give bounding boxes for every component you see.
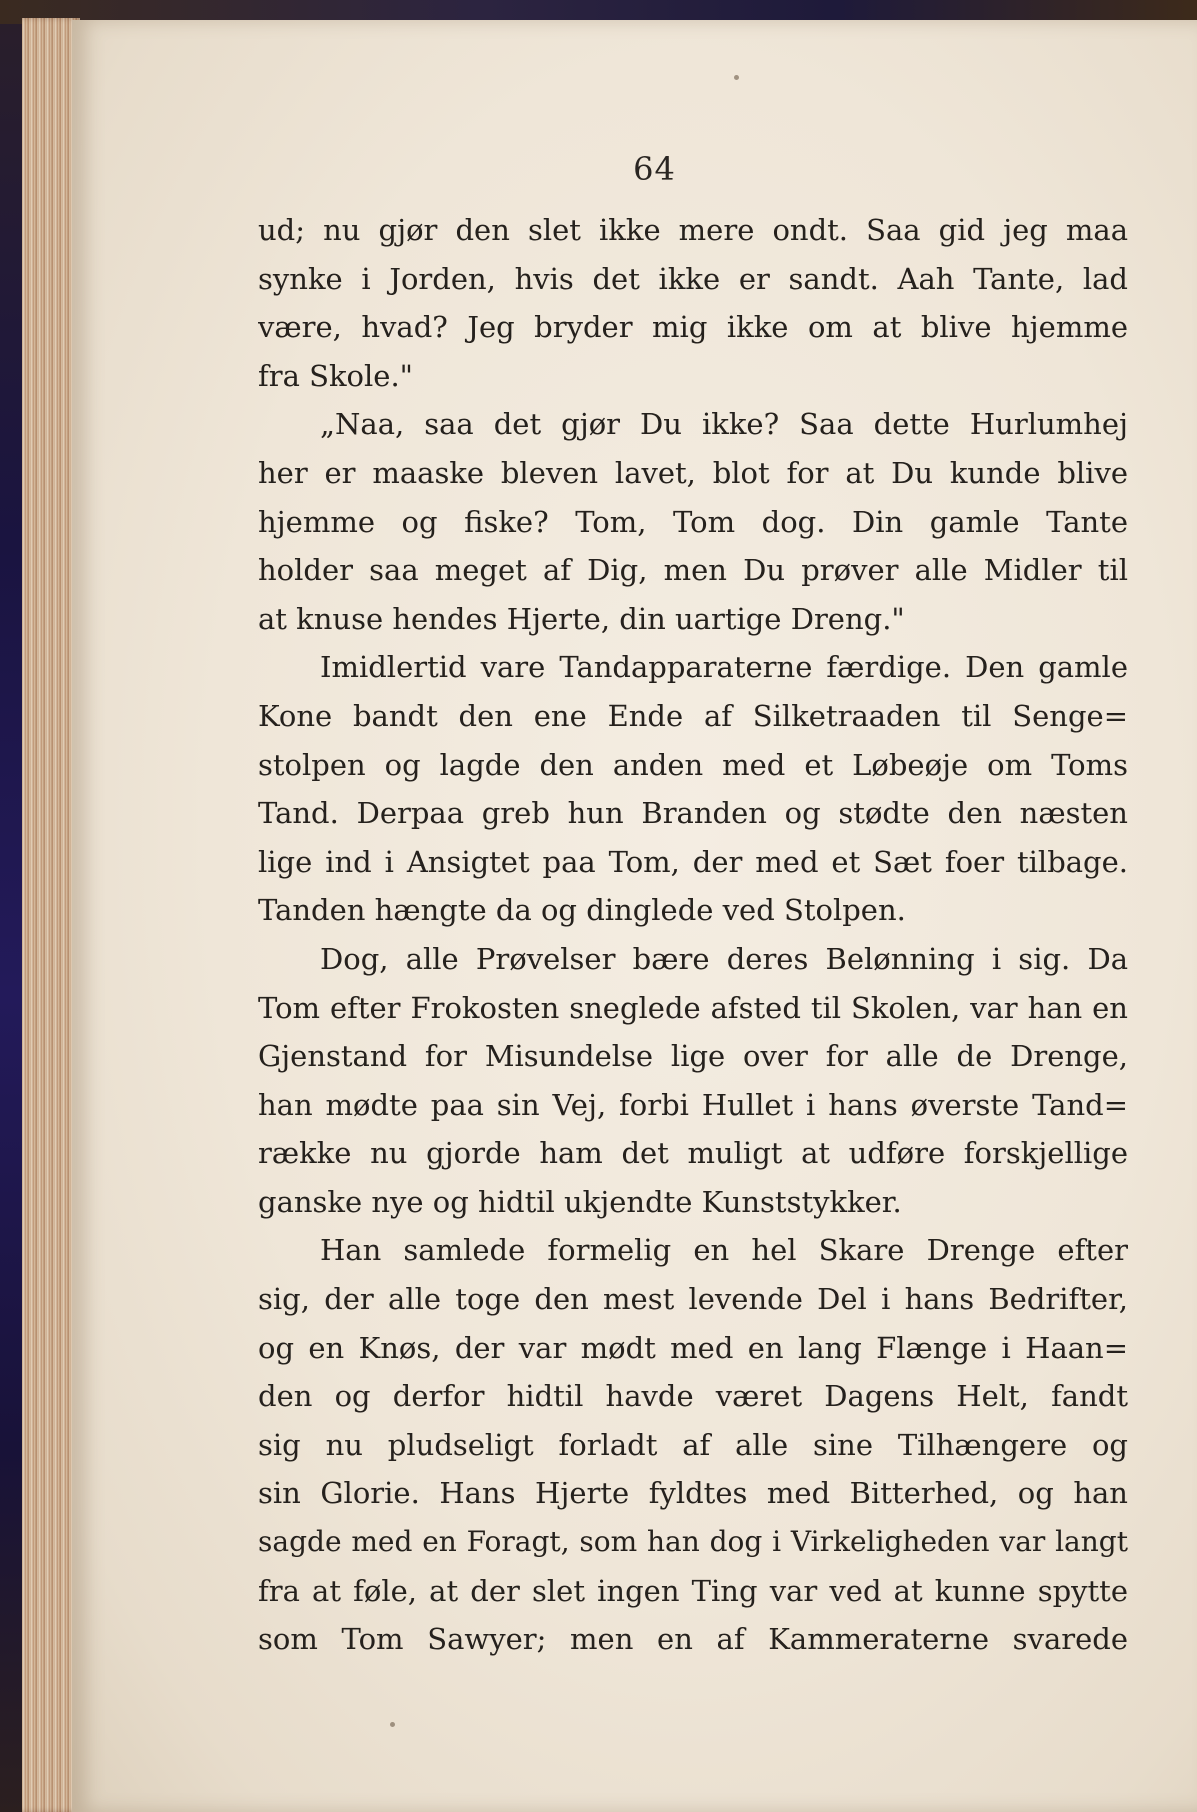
text-line: stolpen og lagde den anden med et Løbeøje om Toms (258, 747, 1128, 782)
text-line: som Tom Sawyer; men en af Kammeraterne svarede (258, 1622, 1128, 1657)
text-line: ud; nu gjør den slet ikke mere ondt. Saa gid jeg maa (258, 213, 1128, 247)
text-line: Tanden hængte da og dinglede ved Stolpen. (258, 893, 906, 928)
text-line: Imidlertid vare Tandapparaterne færdige. Den gamle (320, 650, 1128, 685)
text-line: sig, der alle toge den mest levende Del i hans Bedrifter, (258, 1282, 1128, 1317)
text-line: fra at føle, at der slet ingen Ting var ved at kunne spytte (258, 1573, 1128, 1608)
text-line: Tand. Derpaa greb hun Branden og stødte den næsten (258, 796, 1128, 831)
text-line: hjemme og fiske? Tom, Tom dog. Din gamle Tante (258, 504, 1128, 539)
text-line: og en Knøs, der var mødt med en lang Flænge i Haan= (258, 1330, 1128, 1365)
text-line: sig nu pludseligt forladt af alle sine Tilhængere og (258, 1427, 1128, 1462)
text-line: sin Glorie. Hans Hjerte fyldtes med Bitterhed, og han (258, 1476, 1128, 1511)
text-line: ganske nye og hidtil ukjendte Kunststykker. (258, 1184, 902, 1219)
text-line: Kone bandt den ene Ende af Silketraaden til Senge= (258, 698, 1128, 733)
text-line: „Naa, saa det gjør Du ikke? Saa dette Hurlumhej (320, 407, 1128, 442)
print-speck (390, 1722, 395, 1727)
text-line: fra Skole." (258, 358, 413, 393)
text-line: at knuse hendes Hjerte, din uartige Dreng." (258, 601, 905, 636)
page-number: 64 (633, 150, 676, 188)
text-line: lige ind i Ansigtet paa Tom, der med et Sæt foer tilbage. (258, 844, 1128, 879)
text-line: Han samlede formelig en hel Skare Drenge efter (320, 1233, 1128, 1268)
text-line: synke i Jorden, hvis det ikke er sandt. Aah Tante, lad (258, 261, 1128, 296)
text-line: sagde med en Foragt, som han dog i Virkeligheden var langt (258, 1525, 1128, 1559)
text-line: holder saa meget af Dig, men Du prøver alle Midler til (258, 553, 1128, 588)
text-line: han mødte paa sin Vej, forbi Hullet i hans øverste Tand= (258, 1087, 1128, 1122)
text-line: den og derfor hidtil havde været Dagens Helt, fandt (258, 1379, 1128, 1414)
text-line: Tom efter Frokosten sneglede afsted til Skolen, var han en (258, 990, 1128, 1025)
text-line: være, hvad? Jeg bryder mig ikke om at blive hjemme (258, 310, 1128, 345)
body-text (258, 206, 1128, 1664)
text-line: række nu gjorde ham det muligt at udføre forskjellige (258, 1136, 1128, 1171)
text-line: her er maaske bleven lavet, blot for at Du kunde blive (258, 455, 1128, 490)
print-speck (734, 75, 739, 80)
text-line: Dog, alle Prøvelser bære deres Belønning i sig. Da (320, 941, 1128, 976)
text-line: Gjenstand for Misundelse lige over for alle de Drenge, (258, 1039, 1128, 1074)
